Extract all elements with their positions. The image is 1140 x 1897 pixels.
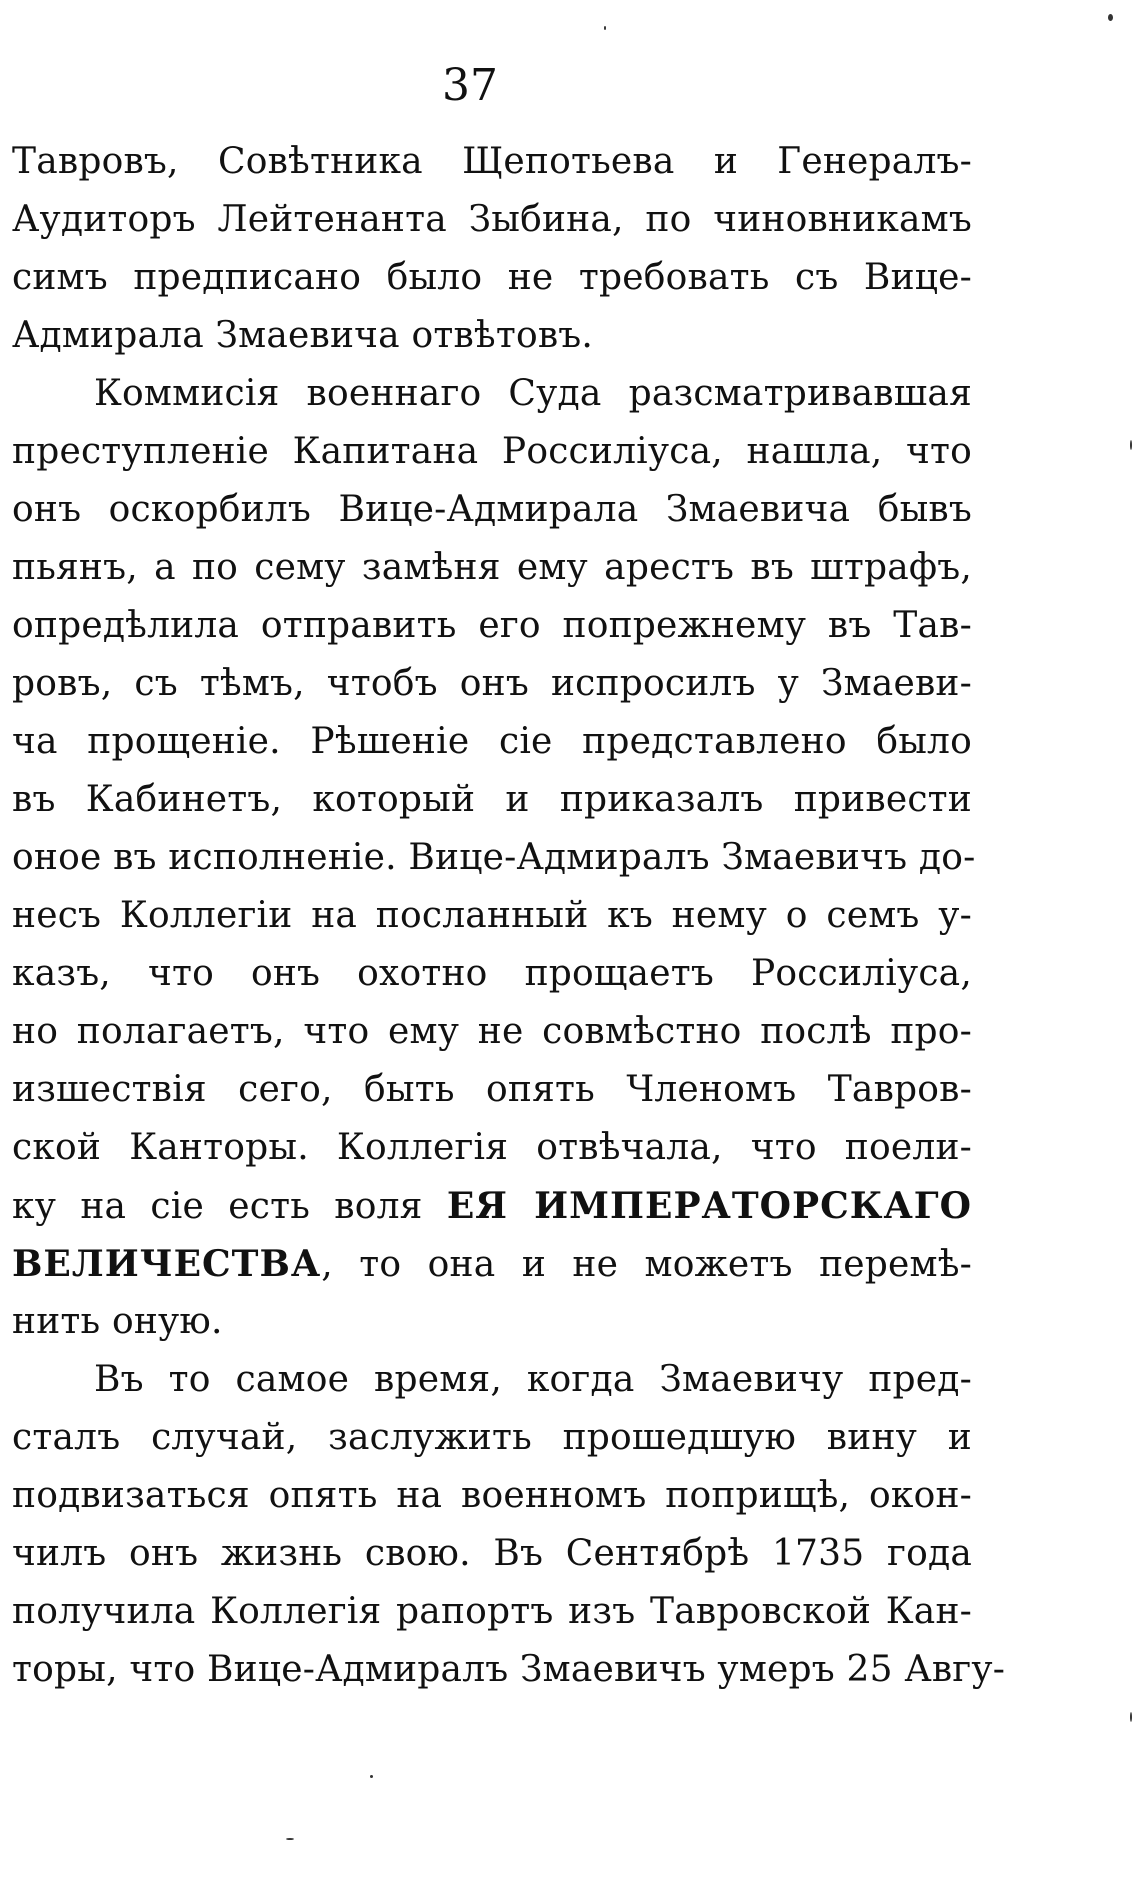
- text-line: Коммисія военнаго Суда разсматривавшая: [94, 373, 972, 414]
- scan-speck: [286, 1838, 294, 1840]
- text-line: сталъ случай, заслужить прошедшую вину и: [12, 1417, 972, 1458]
- text-line: ровъ, съ тѣмъ, чтобъ онъ испросилъ у Змаеви-: [12, 663, 972, 704]
- text-line: ча прощеніе. Рѣшеніе сіе представлено было: [12, 721, 972, 762]
- text-line: онъ оскорбилъ Вице-Адмирала Змаевича бывъ: [12, 489, 972, 530]
- text-line: Аудиторъ Лейтенанта Зыбина, по чиновникамъ: [12, 199, 972, 240]
- text-line: чилъ онъ жизнь свою. Въ Сентябрѣ 1735 года: [12, 1533, 972, 1574]
- scan-speck: [370, 1775, 373, 1778]
- text-line: изшествія сего, быть опять Членомъ Тавров-: [12, 1069, 972, 1110]
- text-line: Адмирала Змаевича отвѣтовъ.: [12, 315, 594, 356]
- scan-speck: [604, 26, 606, 30]
- text-line: ВЕЛИЧЕСТВА, то она и не можетъ перемѣ-: [12, 1243, 972, 1285]
- text-line: Въ то самое время, когда Змаевичу пред-: [94, 1359, 972, 1400]
- page-number: 37: [442, 60, 498, 111]
- scan-speck: [1130, 1712, 1132, 1722]
- emphasis-caps: ВЕЛИЧЕСТВА: [12, 1243, 322, 1285]
- text-line: Тавровъ, Совѣтника Щепотьева и Генералъ-: [12, 141, 972, 182]
- text-line: пьянъ, а по сему замѣня ему арестъ въ штрафъ,: [12, 547, 972, 588]
- text-line: въ Кабинетъ, который и приказалъ привести: [12, 779, 972, 820]
- text-line: опредѣлила отправить его попрежнему въ Тав-: [12, 605, 972, 646]
- text-line: преступленіе Капитана Россиліуса, нашла, что: [12, 431, 972, 472]
- text-line: несъ Коллегіи на посланный къ нему о семъ у-: [12, 895, 972, 936]
- text-line: но полагаетъ, что ему не совмѣстно послѣ про-: [12, 1011, 972, 1052]
- scan-speck: [1108, 14, 1113, 21]
- text-line: ской Канторы. Коллегія отвѣчала, что поели-: [12, 1127, 972, 1168]
- text-line: подвизаться опять на военномъ поприщѣ, окон-: [12, 1475, 972, 1516]
- text-line: симъ предписано было не требовать съ Вице-: [12, 257, 972, 298]
- text-line: нить оную.: [12, 1301, 223, 1342]
- text-line: ку на сіе есть воля ЕЯ ИМПЕРАТОРСКАГО: [12, 1185, 973, 1227]
- emphasis-caps: ЕЯ ИМПЕРАТОРСКАГО: [446, 1185, 973, 1227]
- text-line: казъ, что онъ охотно прощаетъ Россиліуса,: [12, 953, 972, 994]
- text-line: получила Коллегія рапортъ изъ Тавровской Кан-: [12, 1591, 972, 1632]
- text-line: торы, что Вице-Адмиралъ Змаевичъ умеръ 25 Авгу-: [12, 1649, 1006, 1690]
- scan-speck: [1130, 440, 1132, 450]
- text-line: оное въ исполненіе. Вице-Адмиралъ Змаевичъ до-: [12, 837, 976, 878]
- body-text: [12, 133, 1006, 1699]
